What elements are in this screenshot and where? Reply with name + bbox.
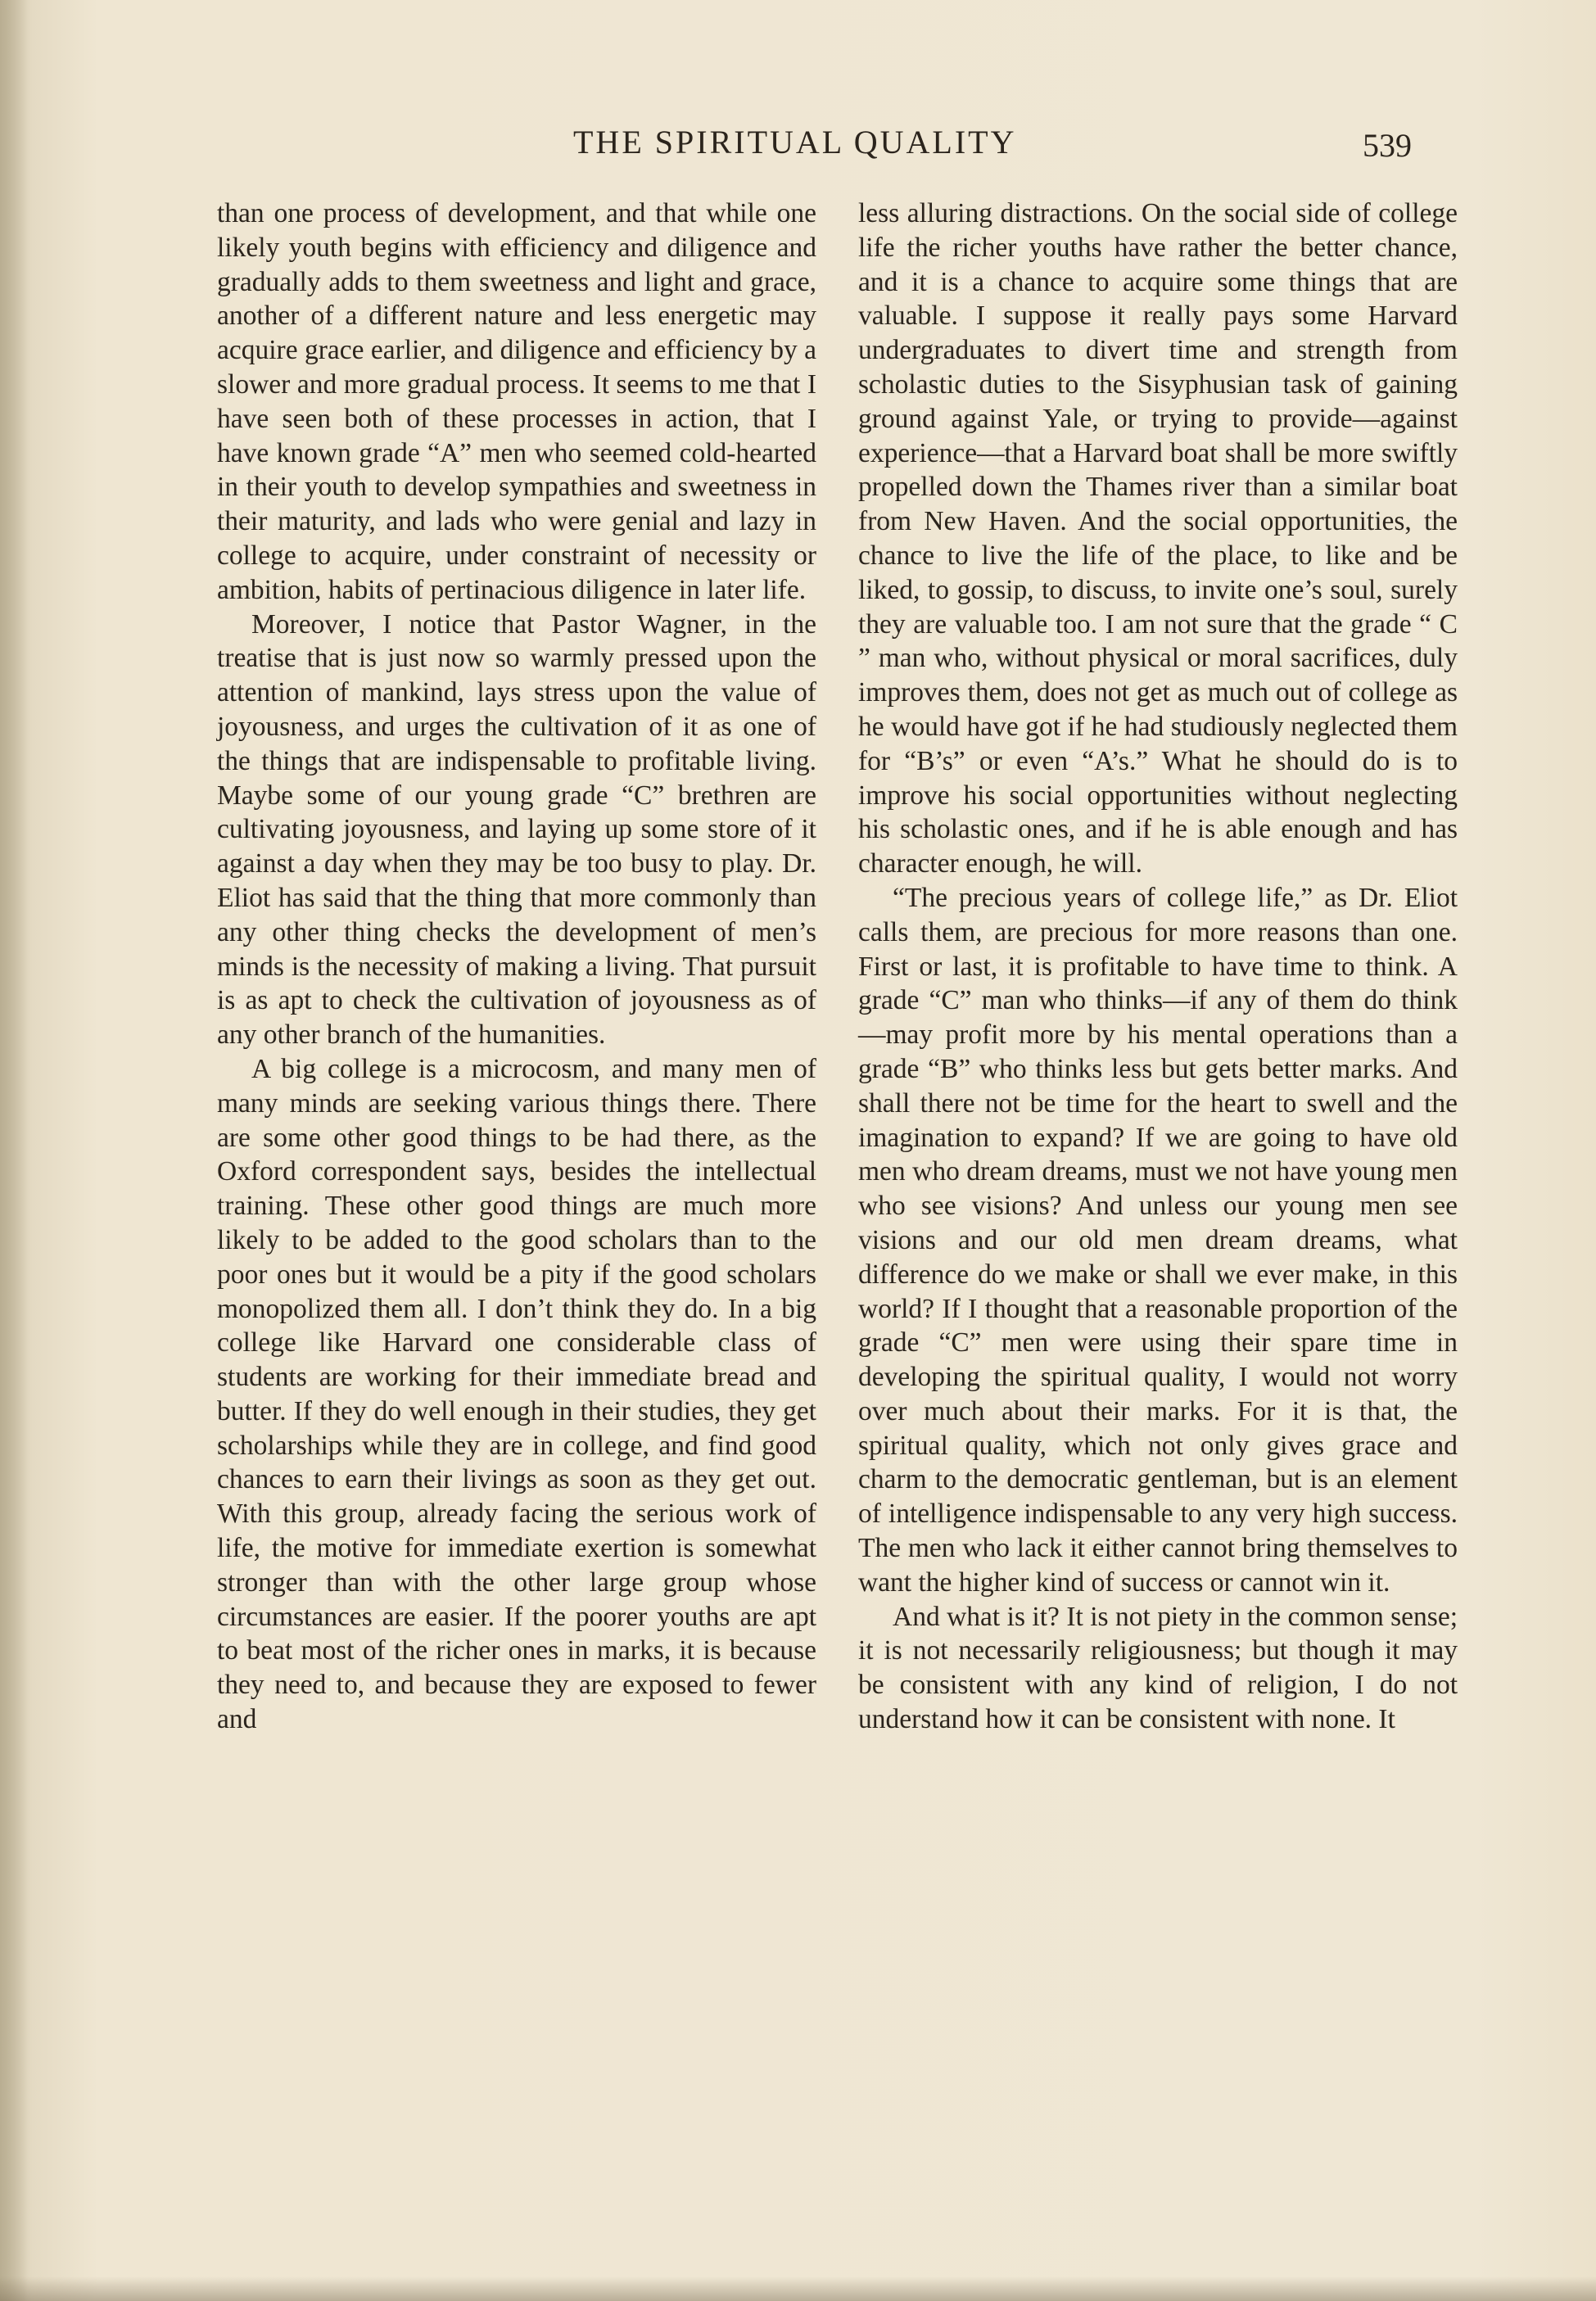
bottom-shadow <box>0 2276 1596 2301</box>
paragraph: “The precious years of college life,” as Dr. Eliot calls them, are precious for more reasons than one. First or last, it is profitable to have time to think. A grade “C” man who thinks—if any of them do think—may profit more by his mental operations than a grade “B” who thinks less but gets better marks. And shall there not be time for the heart to swell and the imagination to expand? If we are going to have old men who dream dreams, must we not have young men who see visions? And unless our young men see visions and our old men dream dreams, what difference do we make or shall we ever make, in this world? If I thought that a reasonable proportion of the grade “C” men were using their spare time in developing the spiritual quality, I would not worry over much about their marks. For it is that, the spiritual quality, which not only gives grace and charm to the democratic gentleman, but is an element of intelligence indispensable to any very high success. The men who lack it either cannot bring themselves to want the higher kind of success or cannot win it. <box>858 882 1458 1598</box>
page-number: 539 <box>1363 127 1412 164</box>
paragraph: And what is it? It is not piety in the common sense; it is not necessarily religiousness; but though it may be consistent with any kind of religion, I do not understand how it can be consistent with none. It <box>858 1601 1458 1735</box>
running-title: THE SPIRITUAL QUALITY <box>573 124 1017 160</box>
paragraph: less alluring distractions. On the social side of college life the richer youths have rather the better chance, and it is a chance to acquire some things that are valuable. I suppose it really pays some Harvard undergraduates to divert time and strength from scholastic duties to the Sisyphusian task of gaining ground against Yale, or trying to provide—against experience—that a Harvard boat shall be more swiftly propelled down the Thames river than a similar boat from New Haven. And the social opportunities, the chance to live the life of the place, to like and be liked, to gossip, to discuss, to invite one’s soul, surely they are valuable too. I am not sure that the grade “ C ” man who, without physical or moral sacrifices, duly improves them, does not get as much out of college as he would have got if he had studiously neglected them for “B’s” or even “A’s.” What he should do is to improve his social opportunities without neglecting his scholastic ones, and if he is able enough and has character enough, he will. <box>858 198 1458 879</box>
paragraph: Moreover, I notice that Pastor Wagner, in the treatise that is just now so warmly pressed upon the attention of mankind, lays stress upon the value of joyousness, and urges the cultivation of it as one of the things that are indispensable to profitable living. Maybe some of our young grade “C” brethren are cultivating joyousness, and laying up some store of it against a day when they may be too busy to play. Dr. Eliot has said that the thing that more commonly than any other thing checks the development of men’s minds is the necessity of making a living. That pursuit is as apt to check the cultivation of joyousness as of any other branch of the humanities. <box>217 608 816 1051</box>
paragraph: A big college is a microcosm, and many men of many minds are seeking various things there. There are some other good things to be had there, as the Oxford correspondent says, besides the intellectual training. These other good things are much more likely to be added to the good scholars than to the poor ones but it would be a pity if the good scholars monopolized them all. I don’t think they do. In a big college like Harvard one considerable class of students are working for their immediate bread and butter. If they do well enough in their studies, they get scholarships while they are in college, and find good chances to earn their livings as soon as they get out. With this group, already facing the serious work of life, the motive for immediate exertion is somewhat stronger than with the other large group whose circumstances are easier. If the poorer youths are apt to beat most of the richer ones in marks, it is because they need to, and because they are exposed to fewer and <box>217 1053 816 1735</box>
page-header <box>0 123 1596 172</box>
left-column <box>217 197 816 1737</box>
right-column <box>858 197 1458 1737</box>
spine-shadow <box>0 0 28 2301</box>
paragraph: than one process of development, and that while one likely youth begins with efficiency and diligence and gradually adds to them sweetness and light and grace, another of a different nature and less energetic may acquire grace earlier, and diligence and efficiency by a slower and more gradual process. It seems to me that I have seen both of these processes in action, that I have known grade “A” men who seemed cold-hearted in their youth to develop sympathies and sweetness in their maturity, and lads who were genial and lazy in college to acquire, under constraint of necessity or ambition, habits of pertinacious diligence in later life. <box>217 198 816 605</box>
